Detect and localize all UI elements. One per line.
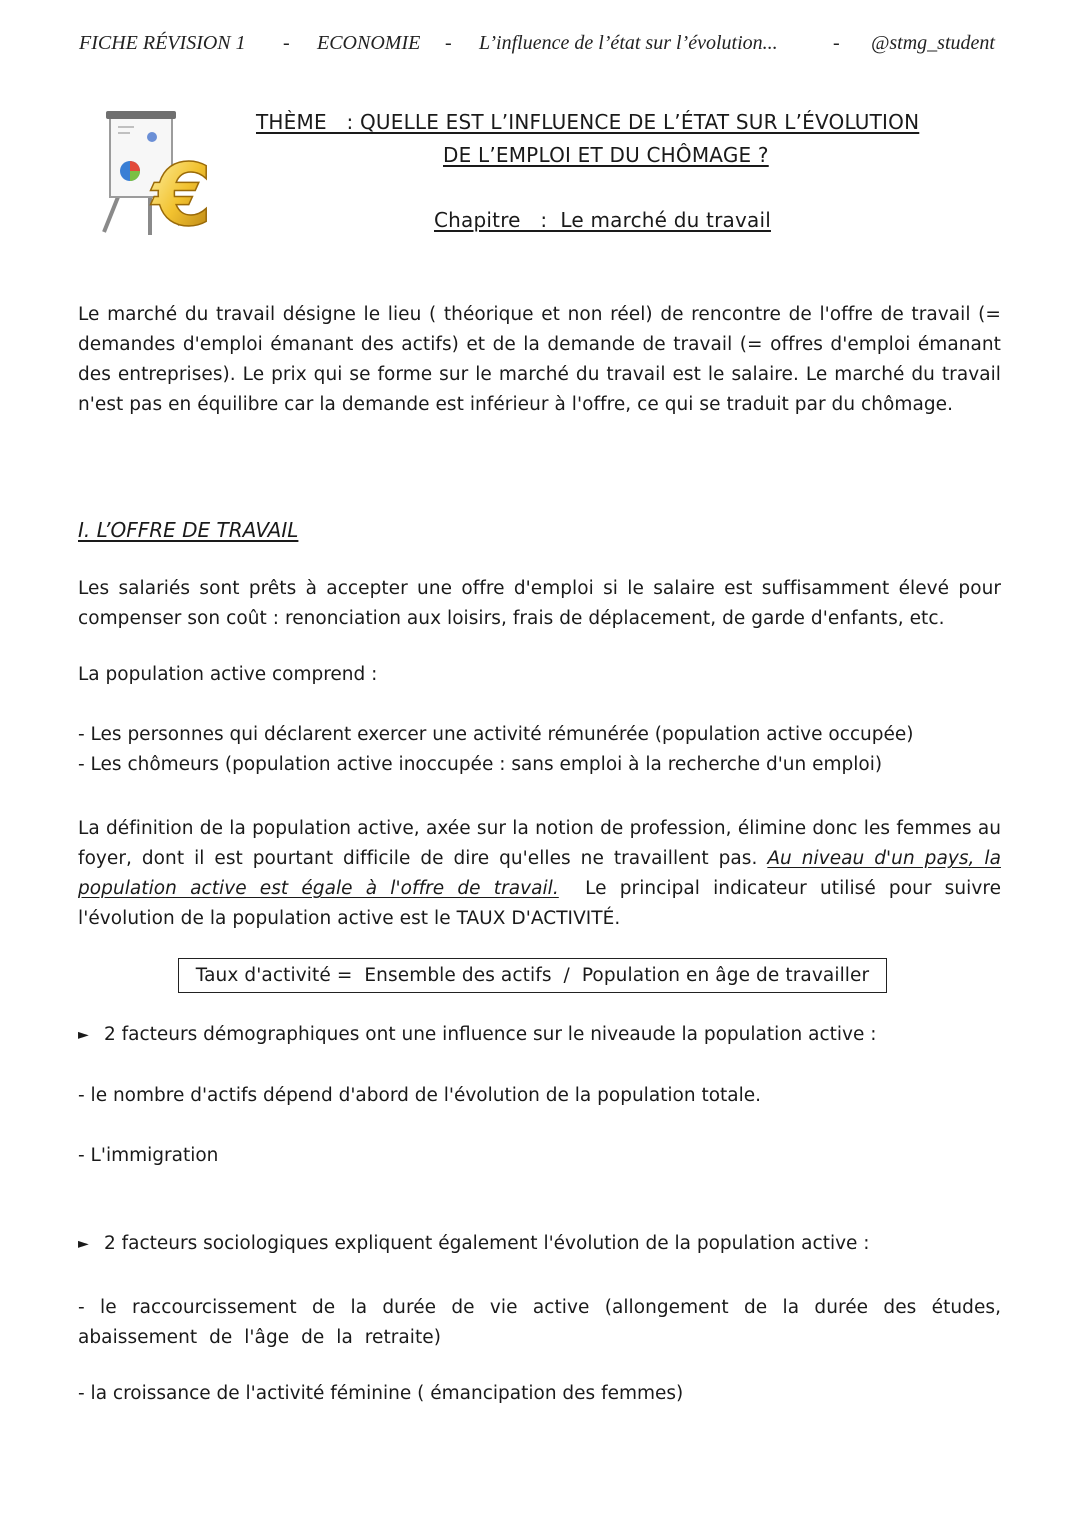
list-item-immigration: - L'immigration xyxy=(78,1145,219,1166)
header-fiche: FICHE RÉVISION 1 xyxy=(79,32,246,54)
list-item-population-totale: - le nombre d'actifs dépend d'abord de l'évolution de la population totale. xyxy=(78,1085,762,1106)
list-item-occupee: - Les personnes qui déclarent exercer une activité rémunérée (population active occupée) xyxy=(78,724,914,745)
list-item-activite-feminine: - la croissance de l'activité féminine ( émancipation des femmes) xyxy=(78,1383,684,1404)
list-item-vie-active: - le raccourcissement de la durée de vie active (allongement de la durée des études, abaissement de l'âge de la retraite) xyxy=(78,1297,1001,1348)
header-dash-2: - xyxy=(445,32,452,54)
header-matiere: ECONOMIE xyxy=(317,32,421,54)
section-title: I. L’OFFRE DE TRAVAIL xyxy=(78,518,299,542)
arrow-icon: ► xyxy=(78,1236,89,1252)
definition-emphasis: Au niveau d'un pays, la population active est égale à l'offre de travail. xyxy=(78,848,1001,899)
arrow-icon: ► xyxy=(78,1027,89,1043)
theme-title-line-2: DE L’EMPLOI ET DU CHÔMAGE ? xyxy=(443,143,769,167)
svg-text:€: € xyxy=(152,146,212,239)
paragraph-definition xyxy=(78,814,1007,934)
paragraph-salaries: Les salariés sont prêts à accepter une offre d'emploi si le salaire est suffisamment élevé pour compenser son coût : renonciation aux loisirs, frais de déplacement, de garde d'enfants, etc. xyxy=(78,578,1001,629)
intro-paragraph: Le marché du travail désigne le lieu ( théorique et non réel) de rencontre de l'offre de travail (= demandes d'emploi émanant des actifs) et de la demande de travail (= offres d'emploi émanant des entreprises). Le prix qui se forme sur le marché du travail est le salaire. Le marché du travail n'est pas en équilibre car la demande est inférieur à l'offre, ce qui se traduit par du chômage. xyxy=(78,304,1001,415)
paragraph-population-active: La population active comprend : xyxy=(78,664,378,685)
formula-box: Taux d'activité = Ensemble des actifs / Population en âge de travailler xyxy=(178,958,887,993)
header-dash-1: - xyxy=(283,32,290,54)
header-sujet: L’influence de l’état sur l’évolution... xyxy=(479,32,778,54)
definition-end: Le principal indicateur utilisé pour suivre l'évolution de la population active est le TAUX D'ACTIVITÉ. xyxy=(78,878,1007,929)
definition-text: La définition de la population active, axée sur la notion de profession, élimine donc les femmes au foyer, dont il est pourtant difficile de dire qu'elles ne travaillent pas. xyxy=(78,818,1001,869)
sociological-factors-heading: ► 2 facteurs sociologiques expliquent également l'évolution de la population active : xyxy=(78,1233,870,1254)
header-dash-3: - xyxy=(833,32,840,54)
chapter-title: Chapitre : Le marché du travail xyxy=(434,208,771,232)
demographic-factors-heading: ► 2 facteurs démographiques ont une influence sur le niveaude la population active : xyxy=(78,1024,877,1045)
list-item-chomeurs: - Les chômeurs (population active inoccupée : sans emploi à la recherche d'un emploi) xyxy=(78,754,883,775)
header-auteur: @stmg_student xyxy=(871,32,995,54)
flipchart-euro-icon xyxy=(90,107,218,239)
theme-title-line-1: THÈME : QUELLE EST L’INFLUENCE DE L’ÉTAT SUR L’ÉVOLUTION xyxy=(256,110,920,134)
page-header xyxy=(79,32,1007,58)
